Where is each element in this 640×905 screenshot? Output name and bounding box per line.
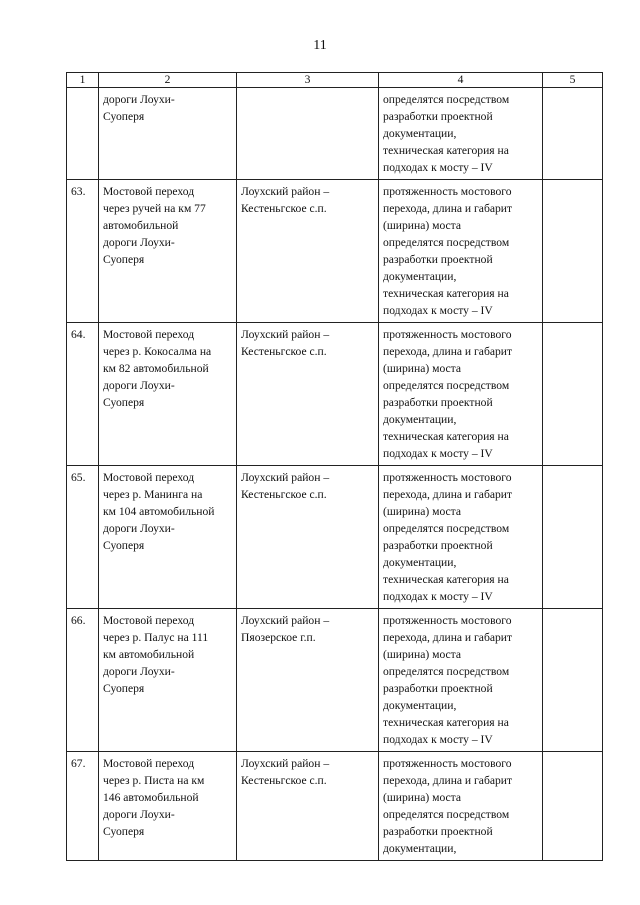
table-header-row (67, 73, 603, 88)
object-location: Лоухский район – Кестеньгское с.п. (237, 180, 379, 323)
object-location: Лоухский район – Кестеньгское с.п. (237, 466, 379, 609)
object-location (237, 88, 379, 180)
column-header: 4 (379, 73, 543, 88)
object-parameters: протяженность мостового перехода, длина и габарит (ширина) моста определятся посредством разработки проектной документации, техническая категория на подходах к мосту – IV (379, 323, 543, 466)
row-number: 63. (67, 180, 99, 323)
object-note (543, 323, 603, 466)
object-parameters: протяженность мостового перехода, длина и габарит (ширина) моста определятся посредством разработки проектной документации, техническая категория на подходах к мосту – IV (379, 180, 543, 323)
column-header: 1 (67, 73, 99, 88)
column-header: 2 (99, 73, 237, 88)
row-number: 64. (67, 323, 99, 466)
object-location: Лоухский район – Кестеньгское с.п. (237, 323, 379, 466)
table-row (67, 609, 603, 752)
table-row (67, 88, 603, 180)
object-name: Мостовой переход через р. Палус на 111 км автомобильной дороги Лоухи- Суоперя (99, 609, 237, 752)
table-row (67, 466, 603, 609)
row-number: 66. (67, 609, 99, 752)
objects-table (66, 72, 603, 861)
object-parameters: протяженность мостового перехода, длина и габарит (ширина) моста определятся посредством разработки проектной документации, техническая категория на подходах к мосту – IV (379, 466, 543, 609)
table-body (67, 88, 603, 861)
object-note (543, 609, 603, 752)
object-name: Мостовой переход через ручей на км 77 автомобильной дороги Лоухи- Суоперя (99, 180, 237, 323)
object-name: Мостовой переход через р. Кокосалма на км 82 автомобильной дороги Лоухи- Суоперя (99, 323, 237, 466)
object-location: Лоухский район – Кестеньгское с.п. (237, 752, 379, 861)
object-note (543, 180, 603, 323)
object-name: Мостовой переход через р. Писта на км 146 автомобильной дороги Лоухи- Суоперя (99, 752, 237, 861)
object-parameters: определятся посредством разработки проектной документации, техническая категория на подходах к мосту – IV (379, 88, 543, 180)
page-number: 11 (313, 38, 327, 53)
object-note (543, 466, 603, 609)
object-note (543, 88, 603, 180)
object-location: Лоухский район – Пяозерское г.п. (237, 609, 379, 752)
object-note (543, 752, 603, 861)
column-header: 3 (237, 73, 379, 88)
table-row (67, 323, 603, 466)
table-row (67, 752, 603, 861)
row-number: 65. (67, 466, 99, 609)
table-row (67, 180, 603, 323)
object-parameters: протяженность мостового перехода, длина и габарит (ширина) моста определятся посредством разработки проектной документации, техническая категория на подходах к мосту – IV (379, 609, 543, 752)
row-number (67, 88, 99, 180)
column-header: 5 (543, 73, 603, 88)
object-parameters: протяженность мостового перехода, длина и габарит (ширина) моста определятся посредством разработки проектной документации, (379, 752, 543, 861)
row-number: 67. (67, 752, 99, 861)
object-name: дороги Лоухи- Суоперя (99, 88, 237, 180)
object-name: Мостовой переход через р. Манинга на км 104 автомобильной дороги Лоухи- Суоперя (99, 466, 237, 609)
